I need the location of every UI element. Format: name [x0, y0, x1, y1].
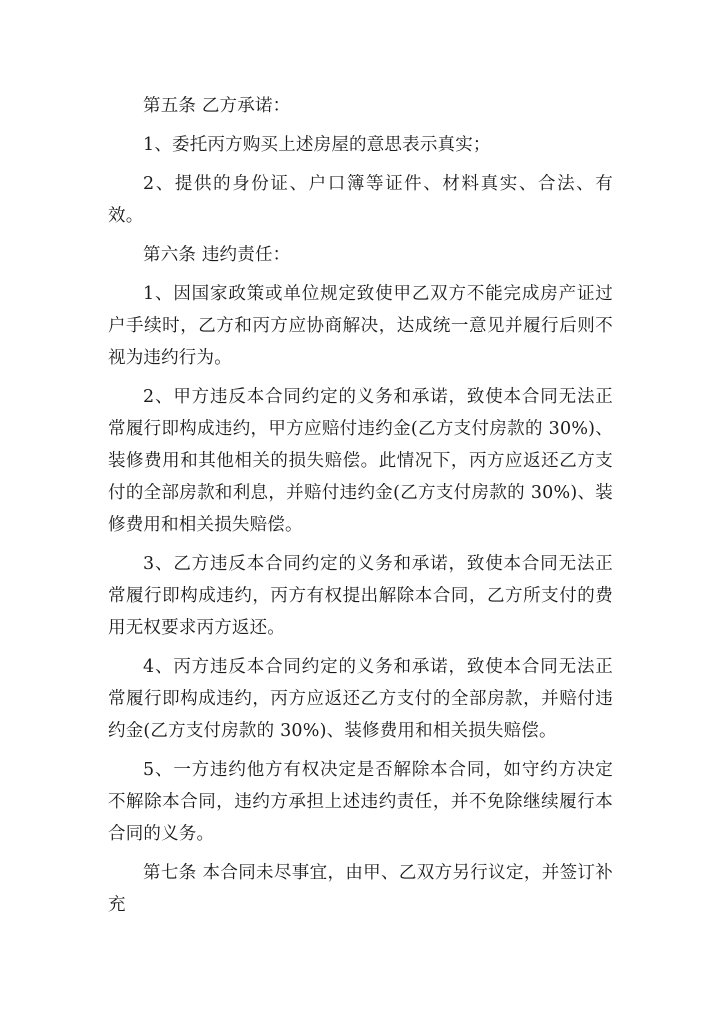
article-6-item-2: 2、甲方违反本合同约定的义务和承诺，致使本合同无法正常履行即构成违约，甲方应赔付违约金(乙方支付房款的 30%)、装修费用和其他相关的损失赔偿。此情况下，丙方应返还乙方支付的全部房款和利息，并赔付违约金(乙方支付房款的 30%)、装修费用和相关损失赔偿。	[108, 387, 613, 535]
article-5-heading: 第五条 乙方承诺：	[143, 96, 291, 116]
article-6-item-4: 4、丙方违反本合同约定的义务和承诺，致使本合同无法正常履行即构成违约，丙方应返还乙方支付的全部房款，并赔付违约金(乙方支付房款的 30%)、装修费用和相关损失赔偿。	[108, 657, 613, 741]
article-5-item-1: 1、委托丙方购买上述房屋的意思表示真实；	[143, 135, 491, 155]
article-6-item-3: 3、乙方违反本合同约定的义务和承诺，致使本合同无法正常履行即构成违约，丙方有权提出解除本合同，乙方所支付的费用无权要求丙方返还。	[108, 554, 613, 638]
contract-body	[108, 90, 613, 921]
article-5-item-2: 2、提供的身份证、户口簿等证件、材料真实、合法、有效。	[108, 174, 613, 226]
article-6-heading: 第六条 违约责任：	[143, 245, 291, 265]
article-6-item-5: 5、一方违约他方有权决定是否解除本合同，如守约方决定不解除本合同，违约方承担上述违约责任，并不免除继续履行本合同的义务。	[108, 760, 613, 844]
article-7-text: 第七条 本合同未尽事宜，由甲、乙双方另行议定，并签订补充	[108, 863, 613, 915]
article-6-item-1: 1、因国家政策或单位规定致使甲乙双方不能完成房产证过户手续时，乙方和丙方应协商解决，达成统一意见并履行后则不视为违约行为。	[108, 284, 613, 368]
